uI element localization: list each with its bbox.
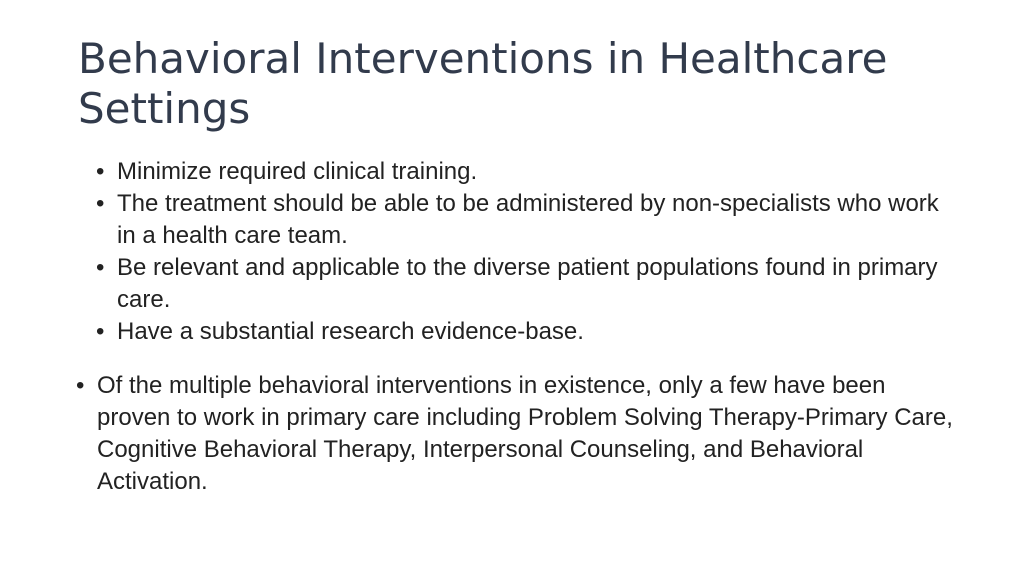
main-bullet-list: [76, 370, 956, 498]
list-item: [76, 370, 956, 498]
list-item: [96, 188, 956, 252]
bullet-icon: •: [76, 372, 85, 399]
list-item: [96, 156, 956, 188]
bullet-text: Have a substantial research evidence-base.: [117, 318, 584, 345]
bullet-text: The treatment should be able to be administered by non-specialists who work in a health care team.: [117, 190, 939, 249]
bullet-text: Minimize required clinical training.: [117, 158, 478, 185]
slide-title: Behavioral Interventions in Healthcare Settings: [78, 34, 888, 133]
list-item: [96, 252, 956, 316]
bullet-text: Be relevant and applicable to the diverse patient populations found in primary care.: [117, 254, 938, 313]
bullet-text: Of the multiple behavioral interventions in existence, only a few have been proven to work in primary care including Problem Solving Therapy-Primary Care, Cognitive Behavioral Therapy, Interpersonal Counseling, and Behavioral Activation.: [97, 372, 953, 495]
list-item: [96, 316, 956, 348]
bullet-icon: •: [96, 158, 105, 185]
bullet-icon: •: [96, 318, 105, 345]
sub-bullet-list: [96, 156, 956, 348]
bullet-icon: •: [96, 254, 105, 281]
bullet-icon: •: [96, 190, 105, 217]
